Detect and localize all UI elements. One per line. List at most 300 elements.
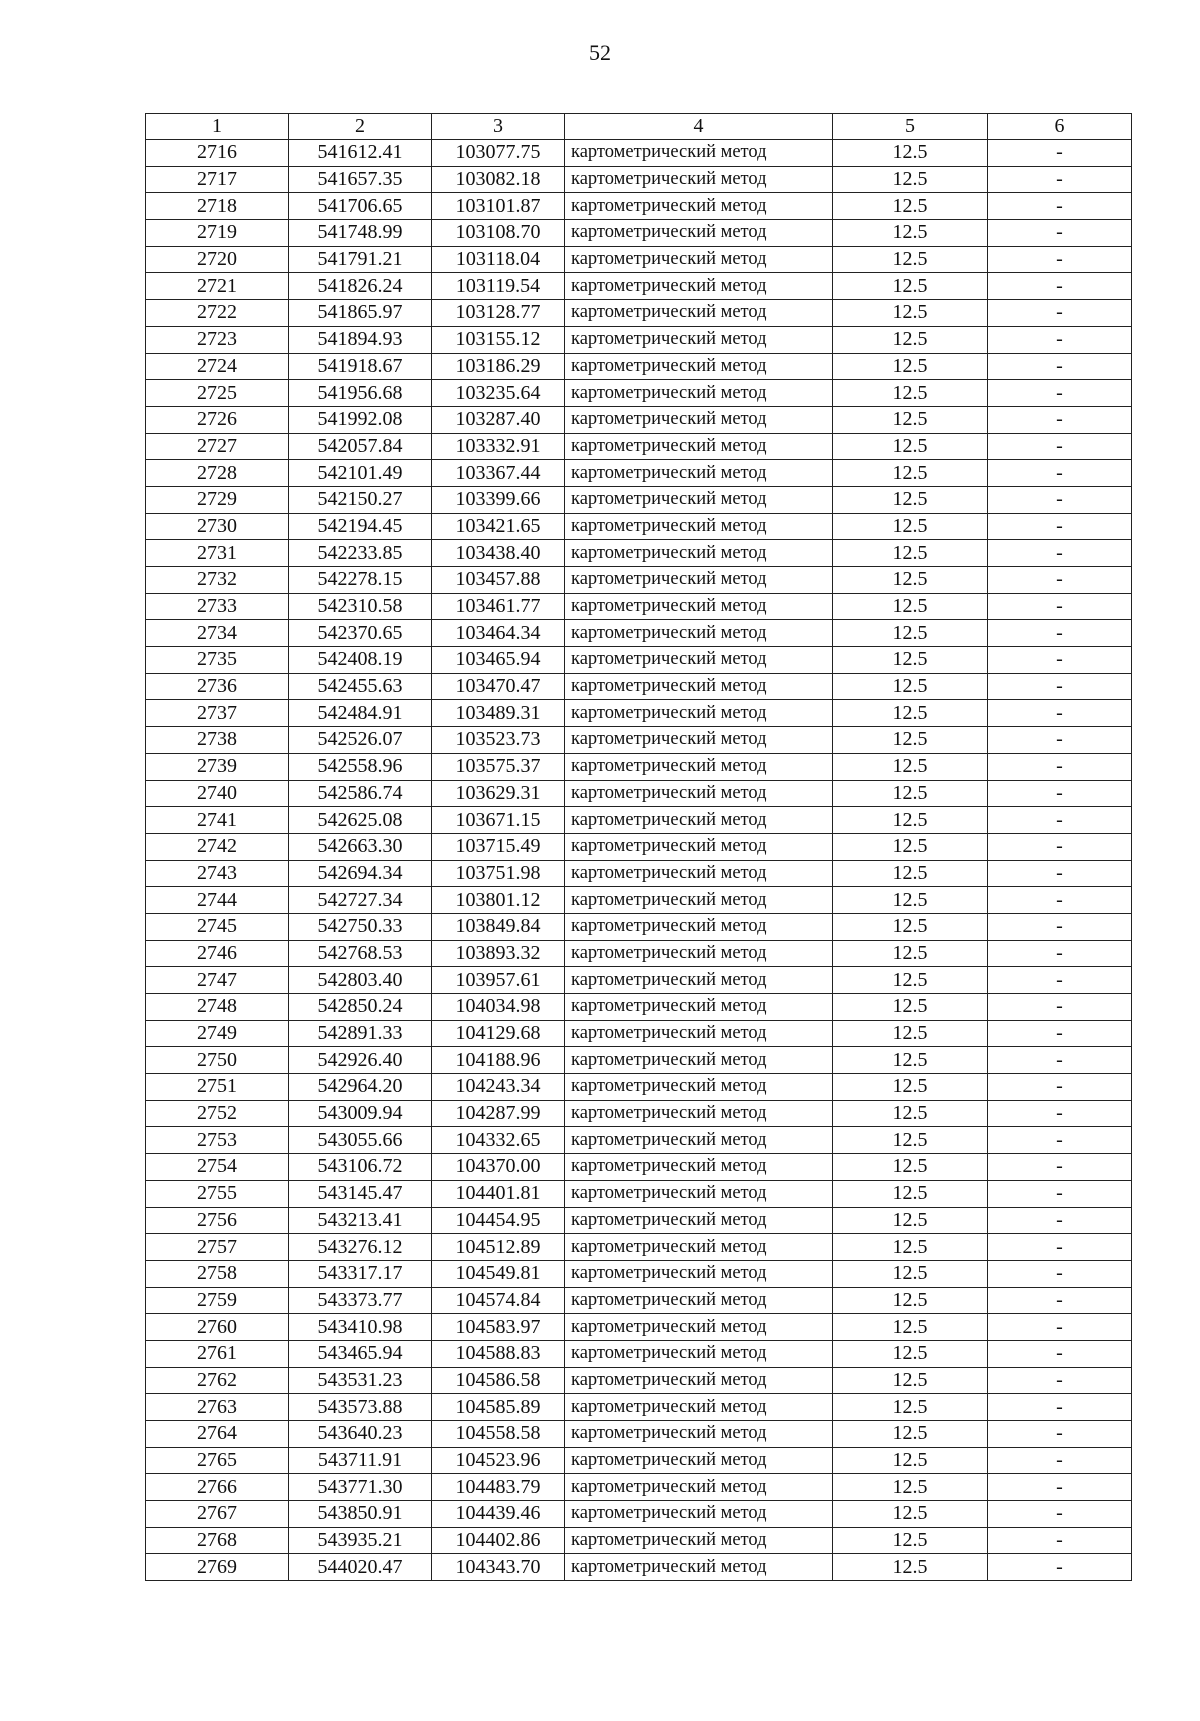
point-number-cell: 2717 — [146, 166, 289, 193]
note-cell: - — [988, 1474, 1132, 1501]
note-cell: - — [988, 620, 1132, 647]
method-cell: картометрический метод — [565, 140, 833, 167]
x-coordinate-cell: 542926.40 — [289, 1047, 432, 1074]
accuracy-cell: 12.5 — [833, 567, 988, 594]
method-cell: картометрический метод — [565, 166, 833, 193]
y-coordinate-cell: 103523.73 — [432, 727, 565, 754]
point-number-cell: 2727 — [146, 433, 289, 460]
note-cell: - — [988, 1047, 1132, 1074]
point-number-cell: 2721 — [146, 273, 289, 300]
note-cell: - — [988, 166, 1132, 193]
y-coordinate-cell: 104483.79 — [432, 1474, 565, 1501]
note-cell: - — [988, 1127, 1132, 1154]
note-cell: - — [988, 300, 1132, 327]
x-coordinate-cell: 543850.91 — [289, 1501, 432, 1528]
accuracy-cell: 12.5 — [833, 807, 988, 834]
accuracy-cell: 12.5 — [833, 673, 988, 700]
accuracy-cell: 12.5 — [833, 246, 988, 273]
x-coordinate-cell: 542891.33 — [289, 1020, 432, 1047]
accuracy-cell: 12.5 — [833, 780, 988, 807]
table-row — [146, 700, 1132, 727]
method-cell: картометрический метод — [565, 1527, 833, 1554]
table-row — [146, 193, 1132, 220]
method-cell: картометрический метод — [565, 860, 833, 887]
point-number-cell: 2748 — [146, 994, 289, 1021]
y-coordinate-cell: 103367.44 — [432, 460, 565, 487]
point-number-cell: 2730 — [146, 513, 289, 540]
note-cell: - — [988, 1154, 1132, 1181]
x-coordinate-cell: 542625.08 — [289, 807, 432, 834]
x-coordinate-cell: 543213.41 — [289, 1207, 432, 1234]
table-row — [146, 460, 1132, 487]
method-cell: картометрический метод — [565, 273, 833, 300]
table-row — [146, 1340, 1132, 1367]
accuracy-cell: 12.5 — [833, 1314, 988, 1341]
method-cell: картометрический метод — [565, 647, 833, 674]
accuracy-cell: 12.5 — [833, 1554, 988, 1581]
method-cell: картометрический метод — [565, 673, 833, 700]
coordinates-table — [145, 113, 1132, 1581]
point-number-cell: 2719 — [146, 220, 289, 247]
x-coordinate-cell: 542150.27 — [289, 486, 432, 513]
point-number-cell: 2760 — [146, 1314, 289, 1341]
method-cell: картометрический метод — [565, 1394, 833, 1421]
method-cell: картометрический метод — [565, 807, 833, 834]
accuracy-cell: 12.5 — [833, 1100, 988, 1127]
method-cell: картометрический метод — [565, 433, 833, 460]
point-number-cell: 2728 — [146, 460, 289, 487]
y-coordinate-cell: 103957.61 — [432, 967, 565, 994]
accuracy-cell: 12.5 — [833, 967, 988, 994]
note-cell: - — [988, 833, 1132, 860]
y-coordinate-cell: 103108.70 — [432, 220, 565, 247]
accuracy-cell: 12.5 — [833, 273, 988, 300]
table-row — [146, 1234, 1132, 1261]
accuracy-cell: 12.5 — [833, 1447, 988, 1474]
point-number-cell: 2752 — [146, 1100, 289, 1127]
table-row — [146, 1447, 1132, 1474]
note-cell: - — [988, 193, 1132, 220]
note-cell: - — [988, 540, 1132, 567]
table-row — [146, 1474, 1132, 1501]
accuracy-cell: 12.5 — [833, 860, 988, 887]
x-coordinate-cell: 543009.94 — [289, 1100, 432, 1127]
y-coordinate-cell: 103751.98 — [432, 860, 565, 887]
point-number-cell: 2756 — [146, 1207, 289, 1234]
table-row — [146, 1180, 1132, 1207]
point-number-cell: 2759 — [146, 1287, 289, 1314]
column-header-1: 1 — [146, 114, 289, 140]
point-number-cell: 2755 — [146, 1180, 289, 1207]
table-row — [146, 406, 1132, 433]
y-coordinate-cell: 103715.49 — [432, 833, 565, 860]
x-coordinate-cell: 541894.93 — [289, 326, 432, 353]
page-number: 52 — [589, 40, 611, 65]
table-row — [146, 1207, 1132, 1234]
point-number-cell: 2749 — [146, 1020, 289, 1047]
method-cell: картометрический метод — [565, 567, 833, 594]
table-row — [146, 246, 1132, 273]
y-coordinate-cell: 103461.77 — [432, 593, 565, 620]
note-cell: - — [988, 273, 1132, 300]
column-header-4: 4 — [565, 114, 833, 140]
y-coordinate-cell: 104129.68 — [432, 1020, 565, 1047]
y-coordinate-cell: 104401.81 — [432, 1180, 565, 1207]
table-row — [146, 220, 1132, 247]
accuracy-cell: 12.5 — [833, 1474, 988, 1501]
y-coordinate-cell: 103287.40 — [432, 406, 565, 433]
table-row — [146, 567, 1132, 594]
note-cell: - — [988, 967, 1132, 994]
note-cell: - — [988, 353, 1132, 380]
accuracy-cell: 12.5 — [833, 647, 988, 674]
note-cell: - — [988, 780, 1132, 807]
y-coordinate-cell: 103489.31 — [432, 700, 565, 727]
note-cell: - — [988, 1501, 1132, 1528]
x-coordinate-cell: 541992.08 — [289, 406, 432, 433]
note-cell: - — [988, 486, 1132, 513]
point-number-cell: 2765 — [146, 1447, 289, 1474]
point-number-cell: 2725 — [146, 380, 289, 407]
y-coordinate-cell: 103465.94 — [432, 647, 565, 674]
x-coordinate-cell: 543531.23 — [289, 1367, 432, 1394]
point-number-cell: 2761 — [146, 1340, 289, 1367]
point-number-cell: 2729 — [146, 486, 289, 513]
accuracy-cell: 12.5 — [833, 1394, 988, 1421]
method-cell: картометрический метод — [565, 833, 833, 860]
y-coordinate-cell: 103399.66 — [432, 486, 565, 513]
accuracy-cell: 12.5 — [833, 220, 988, 247]
table-row — [146, 1554, 1132, 1581]
table-row — [146, 353, 1132, 380]
point-number-cell: 2745 — [146, 913, 289, 940]
method-cell: картометрический метод — [565, 994, 833, 1021]
table-row — [146, 1074, 1132, 1101]
point-number-cell: 2750 — [146, 1047, 289, 1074]
point-number-cell: 2716 — [146, 140, 289, 167]
point-number-cell: 2764 — [146, 1421, 289, 1448]
x-coordinate-cell: 544020.47 — [289, 1554, 432, 1581]
accuracy-cell: 12.5 — [833, 433, 988, 460]
accuracy-cell: 12.5 — [833, 887, 988, 914]
method-cell: картометрический метод — [565, 620, 833, 647]
point-number-cell: 2751 — [146, 1074, 289, 1101]
y-coordinate-cell: 103235.64 — [432, 380, 565, 407]
y-coordinate-cell: 103186.29 — [432, 353, 565, 380]
y-coordinate-cell: 104034.98 — [432, 994, 565, 1021]
column-header-6: 6 — [988, 114, 1132, 140]
table-row — [146, 1260, 1132, 1287]
x-coordinate-cell: 543410.98 — [289, 1314, 432, 1341]
y-coordinate-cell: 104585.89 — [432, 1394, 565, 1421]
accuracy-cell: 12.5 — [833, 1340, 988, 1367]
y-coordinate-cell: 103155.12 — [432, 326, 565, 353]
accuracy-cell: 12.5 — [833, 1421, 988, 1448]
note-cell: - — [988, 1447, 1132, 1474]
accuracy-cell: 12.5 — [833, 460, 988, 487]
x-coordinate-cell: 542558.96 — [289, 753, 432, 780]
point-number-cell: 2739 — [146, 753, 289, 780]
x-coordinate-cell: 542526.07 — [289, 727, 432, 754]
note-cell: - — [988, 1367, 1132, 1394]
note-cell: - — [988, 1394, 1132, 1421]
y-coordinate-cell: 104188.96 — [432, 1047, 565, 1074]
y-coordinate-cell: 103077.75 — [432, 140, 565, 167]
table-row — [146, 140, 1132, 167]
point-number-cell: 2743 — [146, 860, 289, 887]
accuracy-cell: 12.5 — [833, 513, 988, 540]
accuracy-cell: 12.5 — [833, 1047, 988, 1074]
y-coordinate-cell: 104558.58 — [432, 1421, 565, 1448]
accuracy-cell: 12.5 — [833, 700, 988, 727]
method-cell: картометрический метод — [565, 1421, 833, 1448]
x-coordinate-cell: 541612.41 — [289, 140, 432, 167]
table-row — [146, 166, 1132, 193]
table-row — [146, 887, 1132, 914]
y-coordinate-cell: 104343.70 — [432, 1554, 565, 1581]
method-cell: картометрический метод — [565, 1127, 833, 1154]
x-coordinate-cell: 543573.88 — [289, 1394, 432, 1421]
accuracy-cell: 12.5 — [833, 1207, 988, 1234]
x-coordinate-cell: 542850.24 — [289, 994, 432, 1021]
y-coordinate-cell: 103671.15 — [432, 807, 565, 834]
accuracy-cell: 12.5 — [833, 406, 988, 433]
y-coordinate-cell: 104439.46 — [432, 1501, 565, 1528]
y-coordinate-cell: 103893.32 — [432, 940, 565, 967]
accuracy-cell: 12.5 — [833, 1154, 988, 1181]
x-coordinate-cell: 541791.21 — [289, 246, 432, 273]
table-row — [146, 1047, 1132, 1074]
point-number-cell: 2722 — [146, 300, 289, 327]
note-cell: - — [988, 1180, 1132, 1207]
x-coordinate-cell: 542694.34 — [289, 860, 432, 887]
accuracy-cell: 12.5 — [833, 1074, 988, 1101]
point-number-cell: 2736 — [146, 673, 289, 700]
x-coordinate-cell: 542727.34 — [289, 887, 432, 914]
table-row — [146, 380, 1132, 407]
table-row — [146, 1421, 1132, 1448]
x-coordinate-cell: 541956.68 — [289, 380, 432, 407]
point-number-cell: 2766 — [146, 1474, 289, 1501]
point-number-cell: 2747 — [146, 967, 289, 994]
accuracy-cell: 12.5 — [833, 166, 988, 193]
table-row — [146, 647, 1132, 674]
table-row — [146, 513, 1132, 540]
point-number-cell: 2741 — [146, 807, 289, 834]
note-cell: - — [988, 647, 1132, 674]
table-row — [146, 540, 1132, 567]
table-row — [146, 1020, 1132, 1047]
table-row — [146, 1394, 1132, 1421]
method-cell: картометрический метод — [565, 1554, 833, 1581]
x-coordinate-cell: 543771.30 — [289, 1474, 432, 1501]
accuracy-cell: 12.5 — [833, 193, 988, 220]
accuracy-cell: 12.5 — [833, 326, 988, 353]
accuracy-cell: 12.5 — [833, 1234, 988, 1261]
table-header-row — [146, 114, 1132, 140]
x-coordinate-cell: 542370.65 — [289, 620, 432, 647]
method-cell: картометрический метод — [565, 1154, 833, 1181]
point-number-cell: 2724 — [146, 353, 289, 380]
note-cell: - — [988, 1287, 1132, 1314]
note-cell: - — [988, 940, 1132, 967]
table-row — [146, 273, 1132, 300]
accuracy-cell: 12.5 — [833, 994, 988, 1021]
method-cell: картометрический метод — [565, 1074, 833, 1101]
point-number-cell: 2768 — [146, 1527, 289, 1554]
method-cell: картометрический метод — [565, 193, 833, 220]
method-cell: картометрический метод — [565, 1260, 833, 1287]
note-cell: - — [988, 593, 1132, 620]
point-number-cell: 2762 — [146, 1367, 289, 1394]
accuracy-cell: 12.5 — [833, 940, 988, 967]
x-coordinate-cell: 542057.84 — [289, 433, 432, 460]
table-row — [146, 860, 1132, 887]
point-number-cell: 2740 — [146, 780, 289, 807]
note-cell: - — [988, 567, 1132, 594]
note-cell: - — [988, 433, 1132, 460]
point-number-cell: 2738 — [146, 727, 289, 754]
point-number-cell: 2735 — [146, 647, 289, 674]
accuracy-cell: 12.5 — [833, 913, 988, 940]
note-cell: - — [988, 700, 1132, 727]
table-body — [146, 140, 1132, 1581]
column-header-5: 5 — [833, 114, 988, 140]
method-cell: картометрический метод — [565, 1340, 833, 1367]
accuracy-cell: 12.5 — [833, 1287, 988, 1314]
note-cell: - — [988, 380, 1132, 407]
y-coordinate-cell: 103101.87 — [432, 193, 565, 220]
x-coordinate-cell: 543317.17 — [289, 1260, 432, 1287]
method-cell: картометрический метод — [565, 1180, 833, 1207]
y-coordinate-cell: 104402.86 — [432, 1527, 565, 1554]
method-cell: картометрический метод — [565, 1020, 833, 1047]
accuracy-cell: 12.5 — [833, 753, 988, 780]
accuracy-cell: 12.5 — [833, 486, 988, 513]
x-coordinate-cell: 542803.40 — [289, 967, 432, 994]
table-row — [146, 1154, 1132, 1181]
method-cell: картометрический метод — [565, 326, 833, 353]
note-cell: - — [988, 326, 1132, 353]
note-cell: - — [988, 1527, 1132, 1554]
note-cell: - — [988, 1100, 1132, 1127]
x-coordinate-cell: 542310.58 — [289, 593, 432, 620]
method-cell: картометрический метод — [565, 1447, 833, 1474]
x-coordinate-cell: 541748.99 — [289, 220, 432, 247]
note-cell: - — [988, 246, 1132, 273]
method-cell: картометрический метод — [565, 967, 833, 994]
table-row — [146, 1367, 1132, 1394]
note-cell: - — [988, 807, 1132, 834]
y-coordinate-cell: 104512.89 — [432, 1234, 565, 1261]
point-number-cell: 2763 — [146, 1394, 289, 1421]
method-cell: картометрический метод — [565, 1501, 833, 1528]
table-row — [146, 833, 1132, 860]
note-cell: - — [988, 513, 1132, 540]
x-coordinate-cell: 541918.67 — [289, 353, 432, 380]
table-row — [146, 1527, 1132, 1554]
note-cell: - — [988, 1074, 1132, 1101]
method-cell: картометрический метод — [565, 1287, 833, 1314]
x-coordinate-cell: 542750.33 — [289, 913, 432, 940]
x-coordinate-cell: 542408.19 — [289, 647, 432, 674]
y-coordinate-cell: 104332.65 — [432, 1127, 565, 1154]
method-cell: картометрический метод — [565, 1367, 833, 1394]
x-coordinate-cell: 542768.53 — [289, 940, 432, 967]
accuracy-cell: 12.5 — [833, 140, 988, 167]
x-coordinate-cell: 542278.15 — [289, 567, 432, 594]
method-cell: картометрический метод — [565, 593, 833, 620]
method-cell: картометрический метод — [565, 1100, 833, 1127]
method-cell: картометрический метод — [565, 1234, 833, 1261]
table-row — [146, 620, 1132, 647]
point-number-cell: 2757 — [146, 1234, 289, 1261]
accuracy-cell: 12.5 — [833, 300, 988, 327]
x-coordinate-cell: 543465.94 — [289, 1340, 432, 1367]
x-coordinate-cell: 543055.66 — [289, 1127, 432, 1154]
accuracy-cell: 12.5 — [833, 353, 988, 380]
method-cell: картометрический метод — [565, 513, 833, 540]
x-coordinate-cell: 542101.49 — [289, 460, 432, 487]
note-cell: - — [988, 220, 1132, 247]
point-number-cell: 2731 — [146, 540, 289, 567]
method-cell: картометрический метод — [565, 353, 833, 380]
y-coordinate-cell: 103118.04 — [432, 246, 565, 273]
x-coordinate-cell: 542233.85 — [289, 540, 432, 567]
y-coordinate-cell: 103629.31 — [432, 780, 565, 807]
method-cell: картометрический метод — [565, 940, 833, 967]
accuracy-cell: 12.5 — [833, 1127, 988, 1154]
y-coordinate-cell: 103849.84 — [432, 913, 565, 940]
y-coordinate-cell: 103801.12 — [432, 887, 565, 914]
method-cell: картометрический метод — [565, 913, 833, 940]
x-coordinate-cell: 541657.35 — [289, 166, 432, 193]
method-cell: картометрический метод — [565, 300, 833, 327]
note-cell: - — [988, 673, 1132, 700]
table-row — [146, 913, 1132, 940]
y-coordinate-cell: 103457.88 — [432, 567, 565, 594]
note-cell: - — [988, 1340, 1132, 1367]
accuracy-cell: 12.5 — [833, 593, 988, 620]
note-cell: - — [988, 406, 1132, 433]
y-coordinate-cell: 103464.34 — [432, 620, 565, 647]
accuracy-cell: 12.5 — [833, 380, 988, 407]
method-cell: картометрический метод — [565, 1474, 833, 1501]
y-coordinate-cell: 103575.37 — [432, 753, 565, 780]
x-coordinate-cell: 543145.47 — [289, 1180, 432, 1207]
table-row — [146, 1287, 1132, 1314]
method-cell: картометрический метод — [565, 460, 833, 487]
point-number-cell: 2720 — [146, 246, 289, 273]
table-row — [146, 1501, 1132, 1528]
method-cell: картометрический метод — [565, 1207, 833, 1234]
table-row — [146, 940, 1132, 967]
accuracy-cell: 12.5 — [833, 833, 988, 860]
note-cell: - — [988, 140, 1132, 167]
table-row — [146, 486, 1132, 513]
table-row — [146, 753, 1132, 780]
accuracy-cell: 12.5 — [833, 1367, 988, 1394]
point-number-cell: 2723 — [146, 326, 289, 353]
y-coordinate-cell: 104243.34 — [432, 1074, 565, 1101]
point-number-cell: 2742 — [146, 833, 289, 860]
method-cell: картометрический метод — [565, 540, 833, 567]
note-cell: - — [988, 887, 1132, 914]
table-row — [146, 1314, 1132, 1341]
table-row — [146, 433, 1132, 460]
point-number-cell: 2769 — [146, 1554, 289, 1581]
note-cell: - — [988, 1207, 1132, 1234]
